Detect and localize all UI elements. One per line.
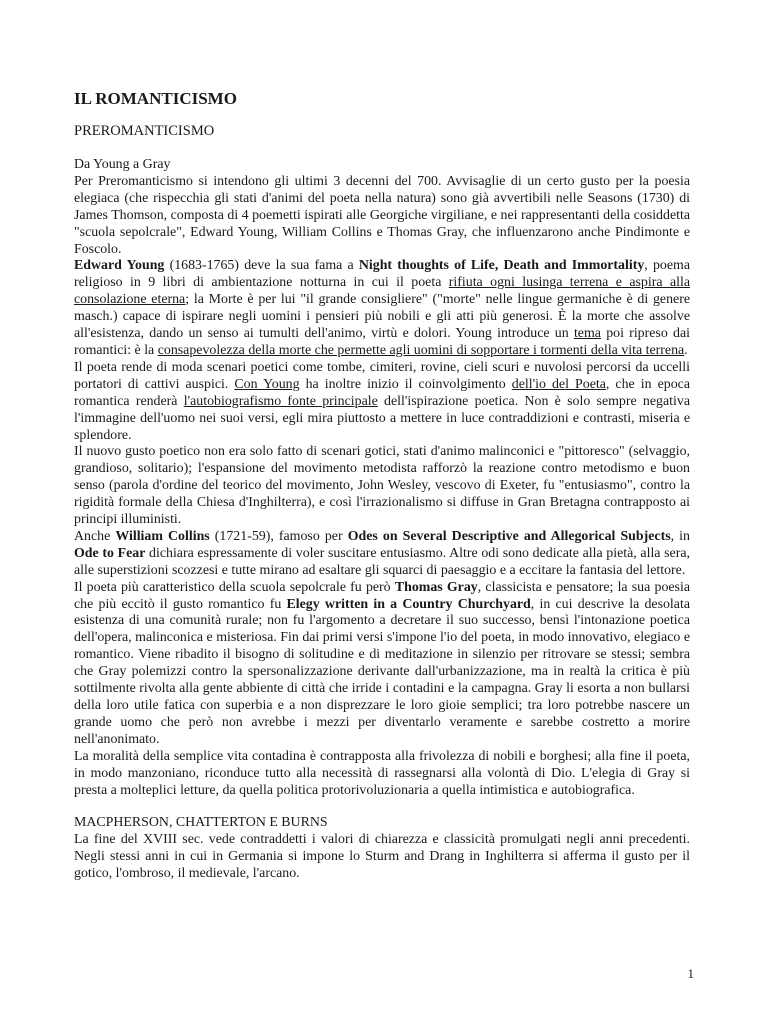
paragraph-thomas-gray: Il poeta più caratteristico della scuola sepolcrale fu però Thomas Gray, classicista e pensatore; la sua poesia che più eccitò il gusto romantico fu Elegy written in a Country Churchyard, in cui descrive la desolata esistenza di una comunità rurale; non fu l'argomento a decretare il suo successo, bensì l'intonazione poetica dell'opera, malinconica e misteriosa. Fin dai primi versi s'impone l'io del poeta, in modo innovativo, elegiaco e romantico. Viene ribadito il bisogno di solitudine e di meditazione in silenzio per ritrovare se stessi; sembra che Gray polemizzi contro la spersonalizzazione derivante dall'urbanizzazione, ma in realtà la critica è più sottilmente rivolta alla gente abbiente di città che irride i contadini e la campagna. Gray li esorta a non bullarsi della loro utile fatica con superbia e a non disprezzare le loro gioie semplici; tra loro potrebbe nascere un grande uomo che però non avrebbe i mezzi per diventarlo veramente e sarebbe costretto a morire nell'anonimato. xyxy=(74,579,690,747)
paragraph-edward-young: Edward Young (1683-1765) deve la sua fama a Night thoughts of Life, Death and Immortality, poema religioso in 9 libri di ambientazione notturna in cui il poeta rifiuta ogni lusinga terrena e aspira alla consolazione eterna; la Morte è per lui "il grande consigliere" ("morte" nelle lingue germaniche è di genere masch.) capace di ispirare negli uomini i pensieri più nobili e gli atti più generosi. È la morte che assolve all'esistenza, dando un senso ai tumulti dell'animo, virtù e dolori. Young introduce un tema poi ripreso dai romantici: è la consapevolezza della morte che permette agli uomini di sopportare i tormenti della vita terrena. xyxy=(74,258,690,358)
paragraph-fine-xviii: La fine del XVIII sec. vede contraddetti i valori di chiarezza e classicità promulgati negli anni precedenti. Negli stessi anni in cui in Germania si impone lo Sturm and Drang in Inghilterra si afferma il gusto per il gotico, l'ombroso, il medievale, l'arcano. xyxy=(74,832,690,882)
section-heading-macpherson: MACPHERSON, CHATTERTON E BURNS xyxy=(74,815,328,831)
document-body xyxy=(74,157,690,883)
section-heading-preromanticismo: PREROMANTICISMO xyxy=(74,123,215,139)
page-number: 1 xyxy=(687,966,694,981)
paragraph-scenari: Il poeta rende di moda scenari poetici come tombe, cimiteri, rovine, cieli scuri e nuvolosi percorsi da uccelli portatori di cattivi auspici. Con Young ha inoltre inizio il coinvolgimento dell'io del Poeta, che in epoca romantica renderà l'autobiografismo fonte principale dell'ispirazione poetica. Non è solo sempre negativa l'immagine dell'uomo nei suoi versi, egli mira piuttosto a mettere in luce contraddizioni e contrasti, miseria e splendore. xyxy=(74,359,691,443)
paragraph-intro: Per Preromanticismo si intendono gli ultimi 3 decenni del 700. Avvisaglie di un certo gusto per la poesia elegiaca (che rispecchia gli stati d'animi del poeta nella natura) sono già avvertibili nelle Seasons (1730) di James Thomson, composta di 4 poemetti ispirati alle Georgiche virgiliane, e nei rappresentanti della cosiddetta "scuola sepolcrale", Edward Young, William Collins e Thomas Gray, che influenzarono anche Pindimonte e Foscolo. xyxy=(74,173,690,257)
paragraph-william-collins: Anche William Collins (1721-59), famoso per Odes on Several Descriptive and Allegorical Subjects, in Ode to Fear dichiara espressamente di voler suscitare entusiasmo. Altre odi sono dedicate alla pietà, alla sera, alle superstizioni scozzesi e tutte mirano ad esaltare gli squarci di paesaggio e a eccitare la fantasia del lettore. xyxy=(74,528,690,578)
paragraph-gusto-gotico: Il nuovo gusto poetico non era solo fatto di scenari gotici, stati d'animo malinconici e "pittoresco" (selvaggio, grandioso, solitario); l'espansione del movimento metodista rafforzò la reazione contro metodismo e buon senso (parola d'ordine del teorico del movimento, John Wesley, vescovo di Exeter, fu "entusiasmo", contro la rigidità formale della Chiesa d'Inghilterra), e così l'irrazionalismo si diffuse in Gran Bretagna contrapposto ai principi illuministi. xyxy=(74,444,690,528)
subheading-young-gray: Da Young a Gray xyxy=(74,157,171,172)
document-title: IL ROMANTICISMO xyxy=(74,89,237,108)
paragraph-moralita: La moralità della semplice vita contadina è contrapposta alla frivolezza di nobili e borghesi; alla fine il poeta, in modo manzoniano, riconduce tutto alla necessità di rassegnarsi alla volontà di Dio. L'elegia di Gray si presta a molteplici letture, da quella politica protorivoluzionaria a quella intimistica e autobiografica. xyxy=(74,748,690,798)
